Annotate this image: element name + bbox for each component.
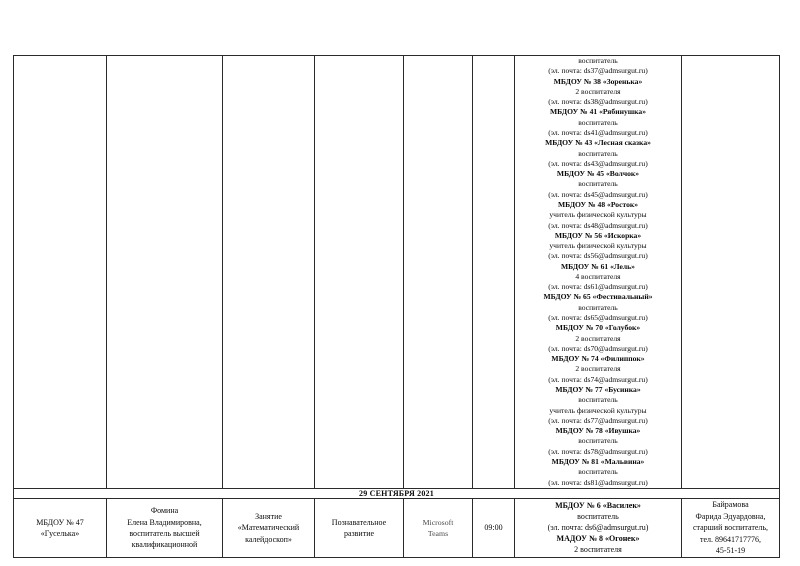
activity-line-3: калейдоскоп» (245, 534, 292, 544)
participant-line-org: МБДОУ № 45 «Волчок» (556, 169, 640, 179)
cell-direction (315, 498, 404, 557)
participant-line-role: воспитатель (578, 436, 618, 446)
participant-line-mail: (эл. почта: ds61@admsurgut.ru) (548, 282, 648, 292)
participant-line-org: МБДОУ № 48 «Росток» (557, 199, 639, 209)
participant-line-role: воспитатель (578, 395, 618, 405)
responsible-line-3: старший воспитатель, (692, 523, 769, 533)
day-separator-label: 29 СЕНТЯБРЯ 2021 (14, 488, 780, 498)
participant-line-role: воспитатель (578, 467, 618, 477)
participant-line-mail: (эл. почта: ds74@admsurgut.ru) (548, 374, 648, 384)
participant-line-mail: (эл. почта: ds37@admsurgut.ru) (548, 66, 648, 76)
participant-line-role: 2 воспитателя (575, 86, 621, 96)
direction-line-2: развитие (343, 528, 375, 538)
participant-line-org: МБДОУ № 65 «Фестивальный» (543, 292, 653, 302)
participant-line-mail: (эл. почта: ds81@admsurgut.ru) (548, 477, 648, 487)
participant-line-role: 2 воспитателя (574, 544, 622, 554)
organization-line-2: «Гуселька» (40, 528, 80, 538)
participant-line-role: воспитатель (578, 148, 618, 158)
presenter-line-2: Елена Владимировна, (127, 517, 202, 527)
participant-line-mail: (эл. почта: ds56@admsurgut.ru) (548, 251, 648, 261)
participant-line-mail: (эл. почта: ds78@admsurgut.ru) (548, 446, 648, 456)
participant-line-role: воспитатель (578, 179, 618, 189)
participant-line-role: воспитатель (577, 511, 619, 521)
participant-line-org: МБДОУ № 70 «Голубок» (555, 323, 641, 333)
cell-time: 09:00 (473, 498, 515, 557)
participant-line-role: 4 воспитателя (575, 271, 621, 281)
direction-line-1: Познавательное (331, 517, 387, 527)
participant-line-org: МБДОУ № 74 «Филиппок» (551, 354, 645, 364)
participant-line-org: МБДОУ № 41 «Рябинушка» (549, 107, 647, 117)
day-separator-row (14, 488, 780, 498)
participant-line-mail: (эл. почта: ds43@admsurgut.ru) (548, 158, 648, 168)
participant-line-role: 2 воспитателя (575, 364, 621, 374)
participant-line-org: МБДОУ № 61 «Лель» (561, 261, 635, 271)
cell-presenter-empty (107, 56, 223, 489)
participant-line-role: воспитатель (578, 117, 618, 127)
responsible-line-2: Фарида Эдуардовна, (695, 511, 766, 521)
cell-participants-continued (515, 56, 682, 489)
participant-line-role: 2 воспитателя (575, 333, 621, 343)
participant-line-org: МБДОУ № 6 «Василек» (555, 500, 641, 510)
participant-line-org: МБДОУ № 56 «Искорка» (554, 230, 642, 240)
table-row (14, 498, 780, 557)
participant-line-role: учитель физической культуры (549, 241, 647, 251)
presenter-line-4: квалификационной (131, 540, 198, 550)
participant-line-mail: (эл. почта: ds77@admsurgut.ru) (548, 415, 648, 425)
participant-line-mail: (эл. почта: ds45@admsurgut.ru) (548, 189, 648, 199)
organization-line-1: МБДОУ № 47 (36, 517, 84, 527)
participant-line-mail: (эл. почта: ds6@admsurgut.ru) (547, 522, 649, 532)
participant-line-mail: (эл. почта: ds48@admsurgut.ru) (548, 220, 648, 230)
participant-line-org: МАДОУ № 8 «Огонек» (556, 533, 640, 543)
participants-list (517, 500, 679, 555)
presenter-line-1: Фомина (150, 506, 179, 516)
table-row-continued (14, 56, 780, 489)
cell-presenter (107, 498, 223, 557)
participant-line-mail: (эл. почта: ds38@admsurgut.ru) (548, 97, 648, 107)
activity-line-1: Занятие (255, 511, 282, 521)
cell-responsible (682, 498, 780, 557)
platform-line-2: Teams (427, 528, 449, 538)
participant-line-org: МБДОУ № 81 «Мальвина» (551, 456, 645, 466)
participant-line-role: воспитатель (578, 56, 618, 65)
platform-line-1: Microsoft (422, 517, 454, 527)
cell-direction-empty (315, 56, 404, 489)
cell-activity (223, 498, 315, 557)
participant-line-role: воспитатель (578, 302, 618, 312)
cell-responsible-empty (682, 56, 780, 489)
cell-platform (404, 498, 473, 557)
responsible-line-4: тел. 89641717776, (699, 534, 762, 544)
participant-line-org: МБДОУ № 78 «Ивушка» (555, 426, 641, 436)
participant-line-org: МБДОУ № 43 «Лесная сказка» (545, 138, 651, 148)
participant-line-mail: (эл. почта: ds41@admsurgut.ru) (548, 127, 648, 137)
cell-platform-empty (404, 56, 473, 489)
participant-line-role: учитель физической культуры (549, 405, 647, 415)
presenter-line-3: воспитатель высшей (129, 528, 200, 538)
cell-activity-empty (223, 56, 315, 489)
activity-line-2: «Математический (237, 523, 300, 533)
participant-line-org: МБДОУ № 38 «Зоренька» (553, 76, 643, 86)
participant-line-mail: (эл. почта: ds65@admsurgut.ru) (548, 313, 648, 323)
cell-participants (515, 498, 682, 557)
cell-organization (14, 498, 107, 557)
participant-line-org: МБДОУ № 77 «Бусинка» (555, 385, 641, 394)
responsible-line-5: 45-51-19 (715, 545, 746, 555)
schedule-table (13, 55, 780, 558)
responsible-line-1: Байрамова (712, 500, 749, 510)
participant-line-mail: (эл. почта: ds70@admsurgut.ru) (548, 343, 648, 353)
participants-list (515, 56, 681, 488)
cell-organization-empty (14, 56, 107, 489)
cell-time-empty (473, 56, 515, 489)
participant-line-role: учитель физической культуры (549, 210, 647, 220)
